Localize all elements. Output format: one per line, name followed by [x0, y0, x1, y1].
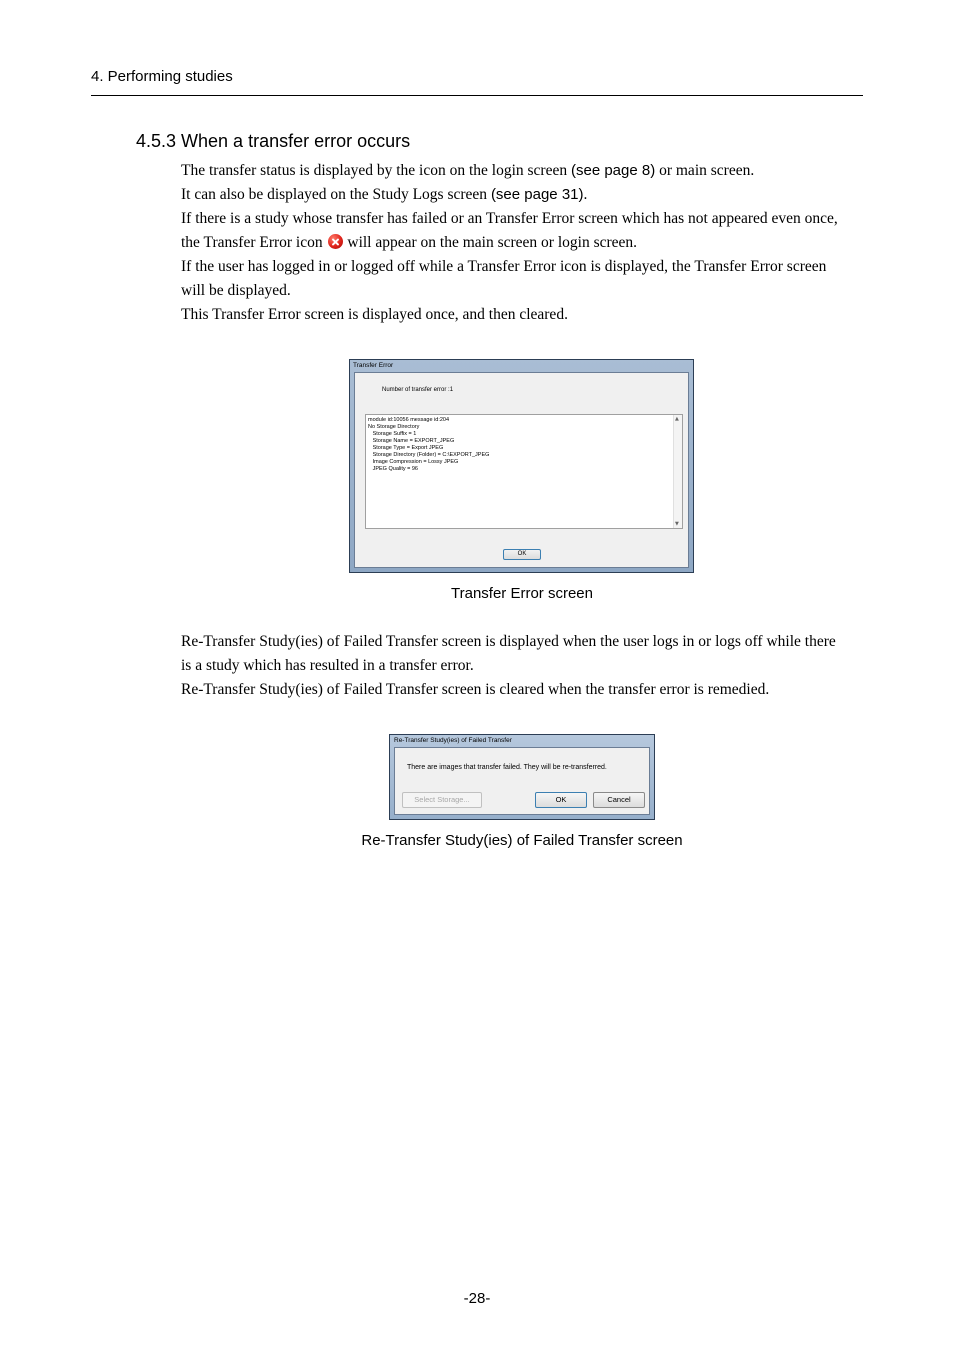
scroll-up-arrow-icon[interactable]: ▲	[675, 416, 679, 422]
intro-line-7: This Transfer Error screen is displayed once, and then cleared.	[181, 306, 568, 323]
retransfer-text	[181, 630, 863, 702]
intro-line-4-b: will appear on the main screen or login screen.	[343, 234, 638, 251]
dialog-client-area	[394, 747, 650, 815]
dialog-client-area	[354, 372, 689, 568]
dialog-title: Re-Transfer Study(ies) of Failed Transfer	[394, 737, 512, 744]
dialog-title: Transfer Error	[353, 362, 394, 369]
log-line: Storage Name = EXPORT_JPEG	[368, 438, 455, 444]
log-line: Image Compression = Lossy JPEG	[368, 459, 459, 465]
intro-line-4-a: the Transfer Error icon	[181, 234, 327, 251]
retransfer-line-3: Re-Transfer Study(ies) of Failed Transfer screen is cleared when the transfer error is remedied.	[181, 681, 770, 698]
log-line: module id:10056 message id:204	[368, 417, 450, 423]
page-reference: (see page 8)	[570, 162, 656, 179]
retransfer-dialog	[389, 734, 655, 820]
intro-text	[181, 159, 863, 327]
intro-line-2	[181, 183, 863, 207]
page-reference: (see page 31)	[490, 186, 584, 203]
header-divider	[91, 95, 863, 96]
transfer-error-dialog	[349, 359, 694, 573]
retransfer-line-2: is a study which has resulted in a transfer error.	[181, 657, 474, 674]
error-log-box[interactable]	[365, 414, 683, 529]
retransfer-message: There are images that transfer failed. They will be re-transferred.	[407, 764, 607, 771]
running-header: 4. Performing studies	[91, 68, 233, 85]
transfer-error-count: Number of transfer error :1	[382, 387, 454, 393]
intro-line-6: will be displayed.	[181, 282, 291, 299]
intro-line-3: If there is a study whose transfer has failed or an Transfer Error screen which has not appeared even once,	[181, 210, 838, 227]
select-storage-button[interactable]: Select Storage...	[402, 792, 482, 808]
error-log-text	[368, 417, 489, 473]
intro-line-4	[181, 231, 863, 255]
intro-line-2-a: It can also be displayed on the Study Logs screen	[181, 186, 491, 203]
intro-line-5: If the user has logged in or logged off while a Transfer Error icon is displayed, the Transfer Error screen	[181, 258, 827, 275]
page-number: -28-	[463, 1290, 491, 1307]
intro-line-1	[181, 159, 863, 183]
log-line: Storage Suffix = 1	[368, 431, 417, 437]
log-line: Storage Directory (Folder) = C:\EXPORT_JPEG	[368, 452, 490, 458]
log-line: JPEG Quality = 96	[368, 466, 418, 472]
figure-caption-transfer-error: Transfer Error screen	[451, 585, 593, 602]
intro-line-1-a: The transfer status is displayed by the icon on the login screen	[181, 162, 571, 179]
intro-line-2-b: .	[583, 186, 588, 203]
intro-line-1-b: or main screen.	[655, 162, 755, 179]
section-title: 4.5.3 When a transfer error occurs	[136, 131, 411, 151]
log-line: No Storage Directory	[368, 424, 420, 430]
ok-button[interactable]: OK	[535, 792, 587, 808]
scroll-down-arrow-icon[interactable]: ▼	[675, 521, 679, 527]
ok-button[interactable]: OK	[503, 549, 541, 560]
transfer-error-icon	[328, 234, 343, 249]
retransfer-line-1: Re-Transfer Study(ies) of Failed Transfer screen is displayed when the user logs in or logs off while there	[181, 633, 836, 650]
figure-caption-retransfer: Re-Transfer Study(ies) of Failed Transfer screen	[361, 832, 683, 849]
cancel-button[interactable]: Cancel	[593, 792, 645, 808]
log-scrollbar[interactable]	[673, 415, 682, 528]
log-line: Storage Type = Export JPEG	[368, 445, 444, 451]
